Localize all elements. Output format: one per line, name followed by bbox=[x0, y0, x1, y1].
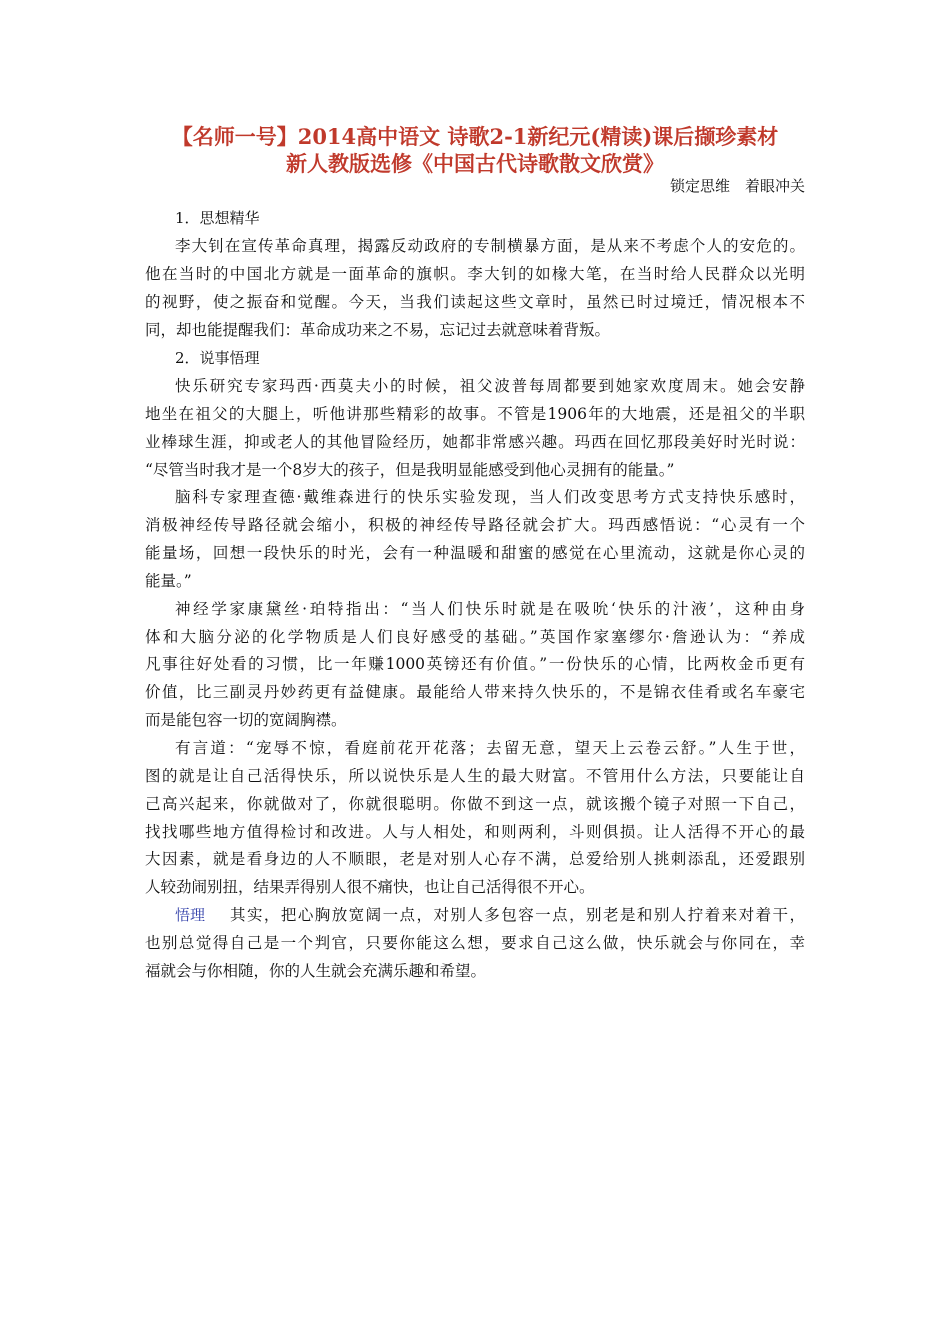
paragraph-line: 人较劲闹别扭，结果弄得别人很不痛快，也让自己活得很不开心。 bbox=[145, 878, 595, 896]
paragraph-line: 同，却也能提醒我们：革命成功来之不易，忘记过去就意味着背叛。 bbox=[145, 321, 611, 339]
paragraph-line: 而是能包容一切的宽阔胸襟。 bbox=[145, 711, 347, 729]
paragraph-line: 快乐研究专家玛西·西莫夫小的时候，祖父波普每周都要到她家欢度周末。她会安静 bbox=[175, 377, 805, 395]
paragraph-line: 凡事往好处看的习惯，比一年赚1000英镑还有价值。”一份快乐的心情，比两枚金币更有 bbox=[145, 655, 805, 673]
paragraph-line: 也别总觉得自己是一个判官，只要你能这么想，要求自己这么做，快乐就会与你同在，幸 bbox=[145, 934, 805, 952]
section-heading-thought: 1．思想精华 bbox=[175, 209, 260, 227]
paragraph-line: 地坐在祖父的大腿上，听他讲那些精彩的故事。不管是1906年的大地震，还是祖父的半职 bbox=[145, 405, 805, 423]
paragraph-line: 图的就是让自己活得快乐，所以说快乐是人生的最大财富。不管用什么方法，只要能让自 bbox=[145, 767, 805, 785]
paragraph-line: 消极神经传导路径就会缩小，积极的神经传导路径就会扩大。玛西感悟说：“心灵有一个 bbox=[145, 516, 805, 534]
paragraph-line: 李大钊在宣传革命真理，揭露反动政府的专制横暴方面，是从来不考虑个人的安危的。 bbox=[175, 237, 805, 255]
paragraph-line: “尽管当时我才是一个8岁大的孩子，但是我明显能感受到他心灵拥有的能量。” bbox=[145, 461, 675, 479]
paragraph-line: 找找哪些地方值得检讨和改进。人与人相处，和则两利，斗则俱损。让人活得不开心的最 bbox=[145, 823, 805, 841]
paragraph-line: 脑科专家理查德·戴维森进行的快乐实验发现，当人们改变思考方式支持快乐感时， bbox=[175, 488, 805, 506]
paragraph-line: 能量。” bbox=[145, 572, 192, 590]
section-subtitle: 锁定思维 着眼冲关 bbox=[669, 177, 805, 195]
paragraph-line: 大因素，就是看身边的人不顺眼，老是对别人心存不满，总爱给别人挑刺添乱，还爱跟别 bbox=[145, 850, 805, 868]
paragraph-line: 其实，把心胸放宽阔一点，对别人多包容一点，别老是和别人拧着来对着干， bbox=[230, 906, 805, 924]
paragraph-line: 福就会与你相随，你的人生就会充满乐趣和希望。 bbox=[145, 962, 487, 980]
section-heading-story: 2．说事悟理 bbox=[175, 349, 260, 367]
insight-label: 悟理 bbox=[175, 906, 206, 924]
paragraph-line: 神经学家康黛丝·珀特指出：“当人们快乐时就是在吸吮‘快乐的汁液’，这种由身 bbox=[175, 600, 805, 618]
paragraph-line: 体和大脑分泌的化学物质是人们良好感受的基础。”英国作家塞缪尔·詹逊认为：“养成 bbox=[145, 628, 805, 646]
paragraph-line: 己高兴起来，你就做对了，你就很聪明。你做不到这一点，就该搬个镜子对照一下自己， bbox=[145, 795, 805, 813]
paragraph-line: 价值，比三副灵丹妙药更有益健康。最能给人带来持久快乐的，不是锦衣佳肴或名车豪宅 bbox=[145, 683, 805, 701]
document-title-line-2: 新人教版选修《中国古代诗歌散文欣赏》 bbox=[286, 151, 664, 176]
document-title-line-1: 【名师一号】2014高中语文 诗歌2-1新纪元(精读)课后撷珍素材 bbox=[171, 124, 779, 149]
paragraph-line: 能量场，回想一段快乐的时光，会有一种温暖和甜蜜的感觉在心里流动，这就是你心灵的 bbox=[145, 544, 805, 562]
paragraph-line: 的视野，使之振奋和觉醒。今天，当我们读起这些文章时，虽然已时过境迁，情况根本不 bbox=[145, 293, 805, 311]
paragraph-line: 业棒球生涯，抑或老人的其他冒险经历，她都非常感兴趣。玛西在回忆那段美好时光时说： bbox=[145, 433, 805, 451]
paragraph-line: 有言道：“宠辱不惊，看庭前花开花落；去留无意，望天上云卷云舒。”人生于世， bbox=[175, 739, 805, 757]
paragraph-line: 他在当时的中国北方就是一面革命的旗帜。李大钊的如椽大笔，在当时给人民群众以光明 bbox=[145, 265, 805, 283]
